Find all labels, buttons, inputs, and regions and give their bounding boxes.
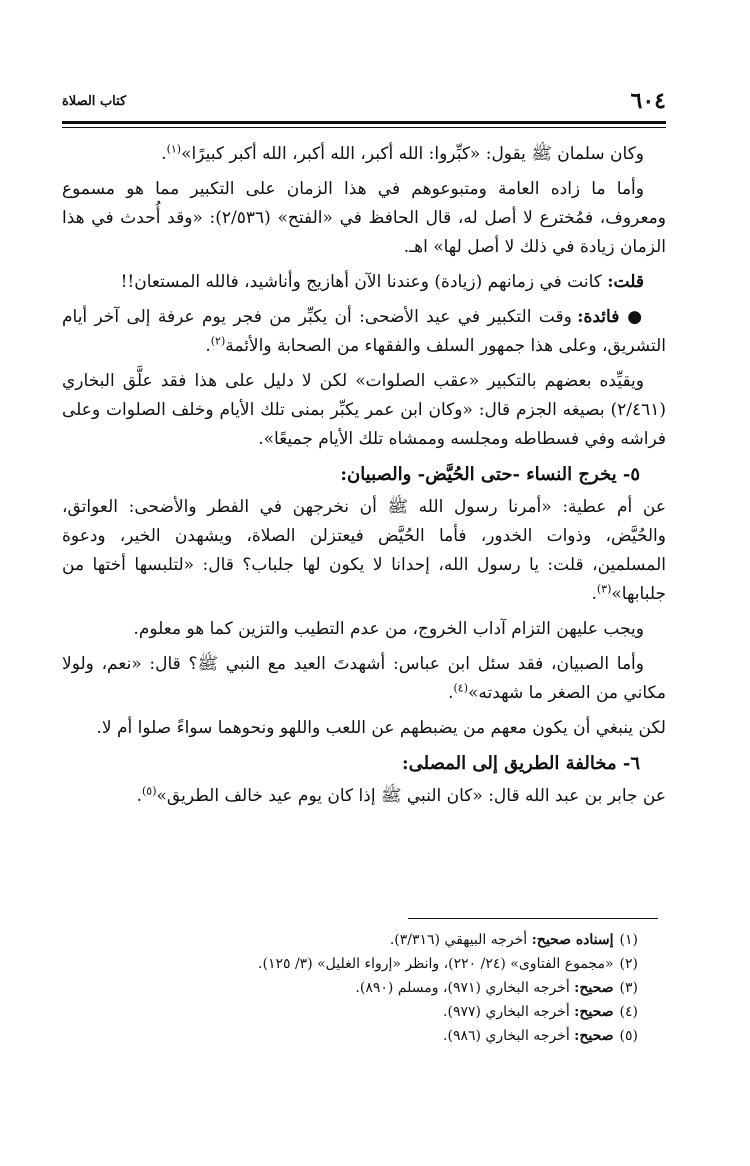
paragraph: ويقيِّده بعضهم بالتكبير «عقب الصلوات» لكن لا دليل على هذا فقد علَّق البخاري (٢/٤٦١) بصيغه الجزم قال: «وكان ابن عمر يكبِّر بمنى تلك الأيام وخلف الصلوات وعلى فراشه وفي فسطاطه ومجلسه وممشاه تلك الأيام جميعًا».	[62, 371, 666, 449]
main-text	[62, 140, 666, 817]
paragraph: وأما ما زاده العامة ومتبوعوهم في هذا الزمان على التكبير مما هو مسموع ومعروف، فمُخترع لا أصل له، قال الحافظ في «الفتح» (٢/٥٣٦): «وقد أُحدث في هذا الزمان زيادة في ذلك لا أصل لها» اهـ.	[62, 179, 667, 257]
footnote: (٤)صحيح: أخرجه البخاري (٩٧٧).	[443, 1004, 638, 1020]
paragraph: وكان سلمان ﷺ يقول: «كبِّروا: الله أكبر، الله أكبر، الله أكبر كبيرًا»$^{(١)}$.	[161, 142, 644, 164]
paragraph: ويجب عليهن التزام آداب الخروج، من عدم التطيب والتزين كما هو معلوم.	[133, 619, 644, 639]
paragraph: عن أم عطية: «أمرنا رسول الله ﷺ أن نخرجهن في الفطر والأضحى: العواتق، والحُيَّض، وذوات الخدور، فأما الحُيَّض فيعتزلن الصلاة، ويشهدن الخير، ودعوة المسلمين، قلت: يا رسول الله، إحدانا لا يكون لها جلباب؟ قال: «لتلبسها أختها من جلبابها»$^{(٣)}$.	[62, 497, 666, 604]
paragraph: ● فائدة: وقت التكبير في عيد الأضحى: أن يكبِّر من فجر يوم عرفة إلى آخر أيام التشريق، وعلى هذا جمهور السلف والفقهاء من الصحابة والأئمة$^{(٢)}$.	[62, 307, 666, 356]
header-rule-thick	[62, 121, 666, 124]
header-rule-thin	[62, 127, 666, 128]
footnote-ref[interactable]: (٥)	[142, 784, 157, 798]
footnote-ref[interactable]: (٣)	[596, 582, 612, 596]
footnote-ref[interactable]: (٢)	[210, 334, 226, 348]
running-title: كتاب الصلاة	[62, 94, 127, 109]
footnote: (٥)صحيح: أخرجه البخاري (٩٨٦).	[443, 1028, 638, 1044]
footnotes	[62, 928, 652, 1048]
footnote-ref[interactable]: (١)	[166, 142, 182, 156]
footnote-ref[interactable]: (٤)	[453, 681, 468, 695]
page-number: ٦٠٤	[630, 88, 666, 114]
footnote: (٢)«مجموع الفتاوى» (٢٤/ ٢٢٠)، وانظر «إرواء الغليل» (٣/ ١٢٥).	[258, 956, 638, 972]
section-heading: ٥- يخرج النساء -حتى الحُيَّض- والصبيان:	[340, 464, 640, 485]
footnote: (٣)صحيح: أخرجه البخاري (٩٧١)، ومسلم (٨٩٠).	[355, 980, 638, 996]
page-header	[62, 86, 666, 116]
paragraph: لكن ينبغي أن يكون معهم من يضبطهم عن اللعب واللهو ونحوهما سواءً صلوا أم لا.	[96, 718, 666, 738]
section-heading: ٦- مخالفة الطريق إلى المصلى:	[402, 753, 640, 774]
paragraph: عن جابر بن عبد الله قال: «كان النبي ﷺ إذا كان يوم عيد خالف الطريق»$^{(٥)}$.	[136, 784, 666, 806]
paragraph: قلت: كانت في زمانهم (زيادة) وعندنا الآن أهازيج وأناشيد، فالله المستعان!!	[120, 272, 644, 292]
paragraph: وأما الصبيان، فقد سئل ابن عباس: أشهدتَ العيد مع النبي ﷺ؟ قال: «نعم، ولولا مكاني من الصغر ما شهدته»$^{(٤)}$.	[62, 654, 666, 703]
footnote: (١)إسناده صحيح: أخرجه البيهقي (٣/٣١٦).	[389, 932, 638, 948]
footnote-separator	[408, 918, 658, 919]
